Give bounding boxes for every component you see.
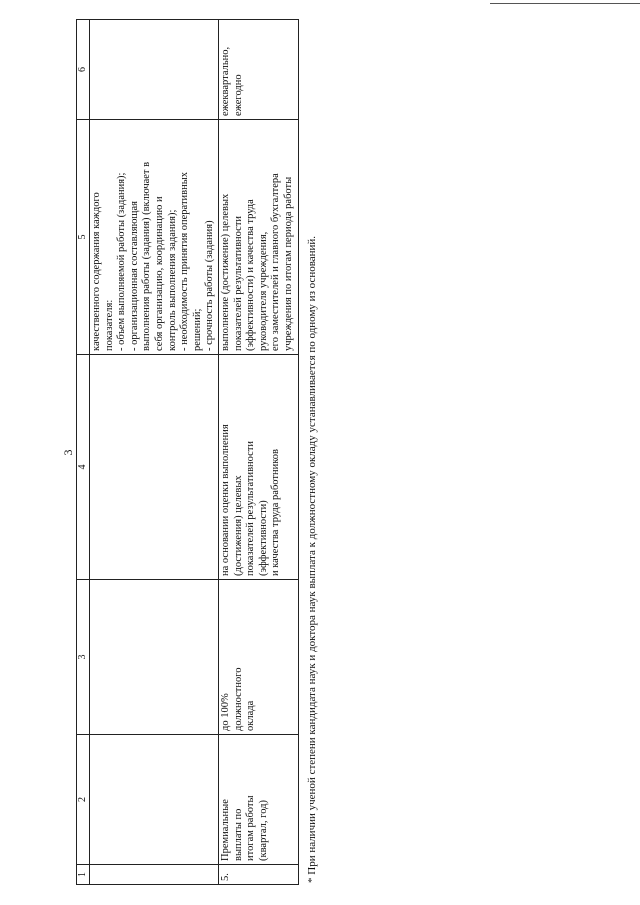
rotated-page-content [56, 20, 356, 885]
criteria-cell: качественного содержания каждого показателя: - объем выполняемой работы (задания); - организационная составляющая выполнения работы (задания) (включает в себя организацию, координацию и контроль выполнения задания); - необходимость принятия оперативных решений; - срочность работы (задания) [90, 120, 219, 355]
column-number: 4 [77, 355, 90, 580]
top-rule [490, 3, 640, 4]
column-number: 2 [77, 735, 90, 865]
footnote: * При наличии ученой степени кандидата наук и доктора наук выплата к должностному окладу устанавливается по одному из оснований. [306, 235, 318, 883]
page-number: 3 [61, 449, 75, 456]
column-number: 6 [77, 20, 90, 120]
criteria-cell: выполнение (достижение) целевых показателей результативности (эффективности) и качества труда руководителя учреждения, его заместителей и главного бухгалтера учреждения по итогам периода работы [218, 120, 298, 355]
column-number: 5 [77, 120, 90, 355]
payment-basis-cell: на основании оценки выполнения (достижения) целевых показателей результативности (эффективности) и качества труда работников [218, 355, 298, 580]
row-number: 5. [218, 865, 298, 885]
table-row-continuation [90, 20, 219, 885]
column-number: 1 [77, 865, 90, 885]
payments-table [76, 19, 299, 885]
table-row-premium [218, 20, 298, 885]
column-number: 3 [77, 580, 90, 735]
column-number-row [77, 20, 90, 885]
payment-amount-cell: до 100% должностного оклада [218, 580, 298, 735]
payment-name-cell: Премиальные выплаты по итогам работы (квартал, год) [218, 735, 298, 865]
periodicity-cell: ежеквартально, ежегодно [218, 20, 298, 120]
